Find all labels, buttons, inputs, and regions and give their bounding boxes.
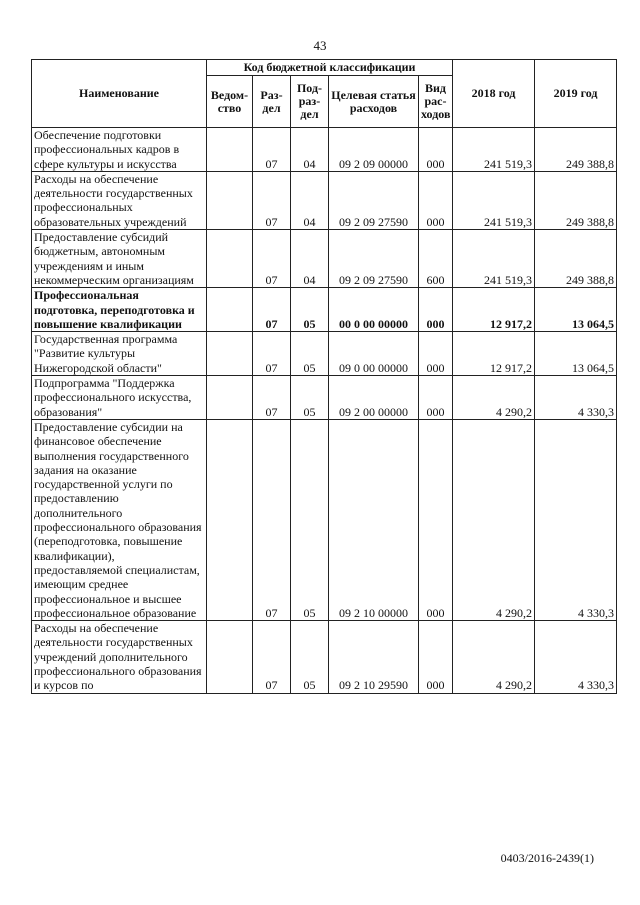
row-vedomstvo [207,621,253,693]
row-target-article: 00 0 00 00000 [329,288,419,332]
table-row [32,230,617,288]
header-vedomstvo: Ведом-ство [207,76,253,128]
row-expense-type: 000 [419,288,453,332]
row-target-article: 09 2 10 00000 [329,419,419,620]
row-razdel: 07 [253,621,291,693]
row-amount-2019: 4 330,3 [535,621,617,693]
row-razdel: 07 [253,230,291,288]
row-amount-2019: 4 330,3 [535,376,617,420]
row-name: Обеспечение подготовки профессиональных кадров в сфере культуры и искусства [32,128,207,172]
row-amount-2019: 249 388,8 [535,171,617,229]
row-amount-2019: 13 064,5 [535,332,617,376]
table-row [32,376,617,420]
table-row [32,288,617,332]
row-vedomstvo [207,288,253,332]
row-expense-type: 000 [419,332,453,376]
row-expense-type: 000 [419,128,453,172]
row-vedomstvo [207,128,253,172]
row-expense-type: 000 [419,621,453,693]
row-razdel: 07 [253,419,291,620]
row-expense-type: 000 [419,376,453,420]
row-podrazdel: 05 [291,288,329,332]
page-number: 43 [313,38,327,53]
row-amount-2019: 249 388,8 [535,230,617,288]
row-razdel: 07 [253,171,291,229]
header-name: Наименование [32,60,207,128]
row-name: Профессиональная подготовка, переподготовка и повышение квалификации [32,288,207,332]
header-razdel: Раз-дел [253,76,291,128]
row-razdel: 07 [253,288,291,332]
table-row [32,419,617,620]
row-name: Государственная программа "Развитие культуры Нижегородской области" [32,332,207,376]
budget-table [31,59,617,694]
header-classification-group: Код бюджетной классификации [207,60,453,76]
row-podrazdel: 05 [291,419,329,620]
row-amount-2019: 13 064,5 [535,288,617,332]
row-name: Расходы на обеспечение деятельности государственных учреждений дополнительного профессионального образования и курсов по [32,621,207,693]
row-expense-type: 000 [419,419,453,620]
table-row [32,332,617,376]
row-name: Предоставление субсидий бюджетным, автономным учреждениям и иным некоммерческим организациям [32,230,207,288]
row-razdel: 07 [253,376,291,420]
row-vedomstvo [207,171,253,229]
row-target-article: 09 2 09 27590 [329,171,419,229]
row-expense-type: 600 [419,230,453,288]
row-amount-2018: 4 290,2 [453,376,535,420]
table-row [32,128,617,172]
row-amount-2019: 4 330,3 [535,419,617,620]
table-row [32,171,617,229]
header-year-2018: 2018 год [453,60,535,128]
row-amount-2018: 241 519,3 [453,230,535,288]
header-target-article: Целевая статья расходов [329,76,419,128]
row-amount-2018: 12 917,2 [453,288,535,332]
row-target-article: 09 0 00 00000 [329,332,419,376]
row-podrazdel: 05 [291,332,329,376]
row-amount-2018: 241 519,3 [453,128,535,172]
row-podrazdel: 04 [291,128,329,172]
row-target-article: 09 2 10 29590 [329,621,419,693]
row-podrazdel: 04 [291,171,329,229]
row-expense-type: 000 [419,171,453,229]
header-year-2019: 2019 год [535,60,617,128]
row-name: Расходы на обеспечение деятельности государственных профессиональных образовательных учреждений [32,171,207,229]
header-podrazdel: Под-раз-дел [291,76,329,128]
table-row [32,621,617,693]
row-razdel: 07 [253,332,291,376]
row-target-article: 09 2 09 27590 [329,230,419,288]
row-amount-2018: 12 917,2 [453,332,535,376]
row-target-article: 09 2 00 00000 [329,376,419,420]
row-vedomstvo [207,376,253,420]
row-podrazdel: 05 [291,621,329,693]
row-name: Подпрограмма "Поддержка профессионального искусства, образования" [32,376,207,420]
row-razdel: 07 [253,128,291,172]
header-expense-type: Вид рас-ходов [419,76,453,128]
row-vedomstvo [207,332,253,376]
row-target-article: 09 2 09 00000 [329,128,419,172]
row-amount-2018: 4 290,2 [453,419,535,620]
row-vedomstvo [207,230,253,288]
row-name: Предоставление субсидии на финансовое обеспечение выполнения государственного задания на оказание государственной услуги по предоставлению дополнительного профессионального образования (переподготовка, повышение квалификации), предоставляемой специалистам, имеющим среднее профессиональное и высшее профессиональное образование [32,419,207,620]
row-amount-2018: 4 290,2 [453,621,535,693]
row-podrazdel: 05 [291,376,329,420]
document-code: 0403/2016-2439(1) [500,851,594,865]
row-podrazdel: 04 [291,230,329,288]
row-amount-2019: 249 388,8 [535,128,617,172]
row-vedomstvo [207,419,253,620]
row-amount-2018: 241 519,3 [453,171,535,229]
